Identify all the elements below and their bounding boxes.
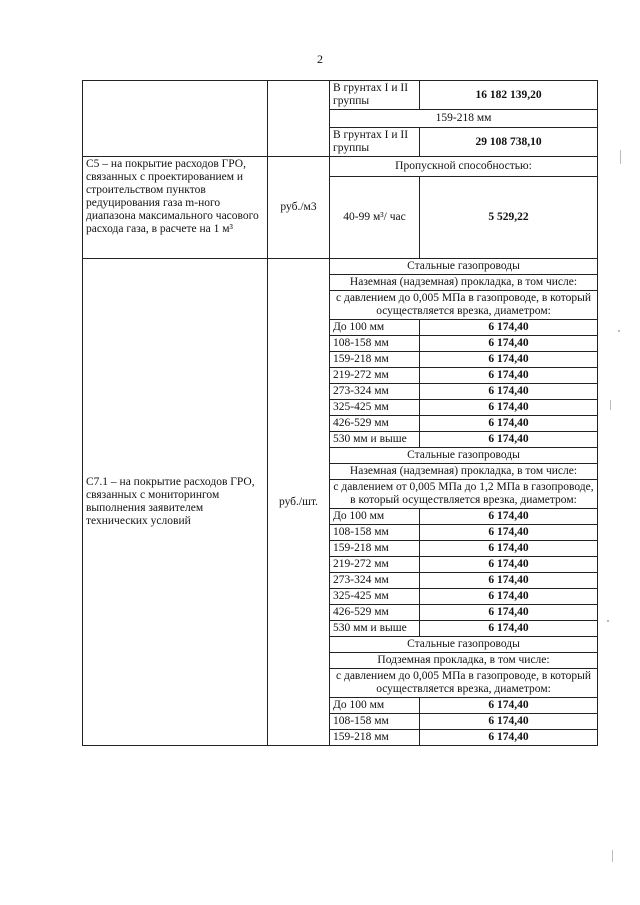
scan-mark (607, 620, 609, 622)
soil-group-label: В грунтах I и II группы (330, 81, 420, 110)
c71-description: С7.1 – на покрытие расходов ГРО, связанных с мониторингом выполнения заявителем технических условий (83, 259, 268, 746)
diameter-label: 325-425 мм (330, 400, 420, 416)
diameter-range: 159-218 мм (330, 110, 598, 128)
c5-description: С5 – на покрытие расходов ГРО, связанных с проектированием и строительством пунктов редуцирования газа m-ного диапазона максимального часового расхода газа, в расчете на 1 м³ (83, 157, 268, 259)
diameter-label: 159-218 мм (330, 352, 420, 368)
cost-value: 6 174,40 (420, 714, 598, 730)
cost-value: 6 174,40 (420, 605, 598, 621)
diameter-label: 108-158 мм (330, 525, 420, 541)
scan-mark (610, 400, 611, 410)
cost-value: 6 174,40 (420, 621, 598, 637)
cost-value: 6 174,40 (420, 525, 598, 541)
cost-value: 6 174,40 (420, 730, 598, 746)
scan-mark (620, 150, 621, 164)
page-number: 2 (317, 52, 323, 66)
cost-value: 6 174,40 (420, 400, 598, 416)
c71-unit: руб./шт. (268, 259, 330, 746)
cost-value: 6 174,40 (420, 368, 598, 384)
diameter-label: 108-158 мм (330, 714, 420, 730)
cost-value: 6 174,40 (420, 336, 598, 352)
section-title: Стальные газопроводы (330, 637, 598, 653)
diameter-label: До 100 мм (330, 698, 420, 714)
cost-value: 6 174,40 (420, 320, 598, 336)
diameter-label: 159-218 мм (330, 730, 420, 746)
c5-range: 40-99 м³/ час (330, 177, 420, 259)
cost-value: 6 174,40 (420, 589, 598, 605)
diameter-label: 159-218 мм (330, 541, 420, 557)
cost-value: 6 174,40 (420, 432, 598, 448)
cost-value: 6 174,40 (420, 557, 598, 573)
tariff-table (82, 80, 598, 746)
section-title: Стальные газопроводы (330, 448, 598, 464)
diameter-label: 530 мм и выше (330, 432, 420, 448)
soil-group-label: В грунтах I и II группы (330, 128, 420, 157)
section-condition: с давлением до 0,005 МПа в газопроводе, в который осуществляется врезка, диаметром: (330, 291, 598, 320)
cost-value: 6 174,40 (420, 384, 598, 400)
cost-value: 6 174,40 (420, 573, 598, 589)
cost-value: 6 174,40 (420, 416, 598, 432)
empty-cell (83, 81, 268, 157)
section-subtitle: Подземная прокладка, в том числе: (330, 653, 598, 669)
section-title: Стальные газопроводы (330, 259, 598, 275)
diameter-label: 219-272 мм (330, 368, 420, 384)
cost-value: 29 108 738,10 (420, 128, 598, 157)
cost-value: 6 174,40 (420, 541, 598, 557)
c5-value: 5 529,22 (420, 177, 598, 259)
scan-mark (618, 330, 620, 332)
c5-unit: руб./м3 (268, 157, 330, 259)
diameter-label: 108-158 мм (330, 336, 420, 352)
diameter-label: 273-324 мм (330, 573, 420, 589)
cost-value: 16 182 139,20 (420, 81, 598, 110)
cost-value: 6 174,40 (420, 698, 598, 714)
section-condition: с давлением от 0,005 МПа до 1,2 МПа в газопроводе, в который осуществляется врезка, диаметром: (330, 480, 598, 509)
diameter-label: 530 мм и выше (330, 621, 420, 637)
diameter-label: 219-272 мм (330, 557, 420, 573)
section-subtitle: Наземная (надземная) прокладка, в том числе: (330, 275, 598, 291)
diameter-label: 273-324 мм (330, 384, 420, 400)
cost-value: 6 174,40 (420, 509, 598, 525)
diameter-label: До 100 мм (330, 320, 420, 336)
c5-header: Пропускной способностью: (330, 157, 598, 177)
section-subtitle: Наземная (надземная) прокладка, в том числе: (330, 464, 598, 480)
scan-mark (612, 850, 613, 862)
diameter-label: 325-425 мм (330, 589, 420, 605)
diameter-label: 426-529 мм (330, 605, 420, 621)
diameter-label: 426-529 мм (330, 416, 420, 432)
diameter-label: До 100 мм (330, 509, 420, 525)
section-condition: с давлением до 0,005 МПа в газопроводе, в который осуществляется врезка, диаметром: (330, 669, 598, 698)
empty-cell (268, 81, 330, 157)
cost-value: 6 174,40 (420, 352, 598, 368)
